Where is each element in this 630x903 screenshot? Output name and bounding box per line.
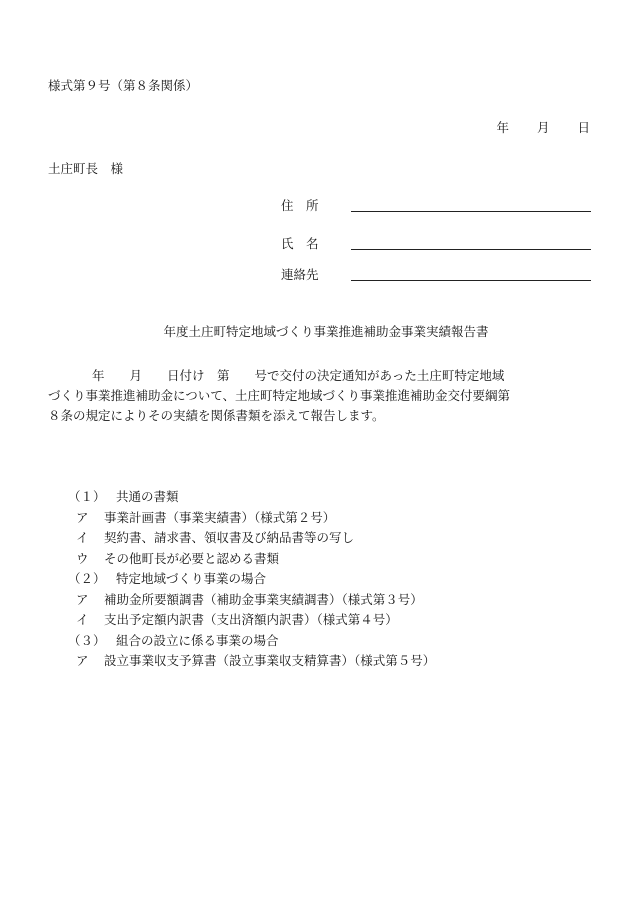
- document-title: 年度土庄町特定地域づくり事業推進補助金事業実績報告書: [163, 324, 489, 339]
- date-field: [496, 122, 590, 135]
- section-label: 特定地域づくり事業の場合: [116, 571, 267, 586]
- attachment-item: [68, 528, 435, 549]
- name-label: 氏 名: [281, 235, 319, 251]
- attachment-item: [68, 610, 435, 631]
- item-label: 設立事業収支予算書（設立事業収支精算書）（様式第５号）: [104, 653, 436, 668]
- item-mark: イ: [76, 612, 89, 627]
- address-label: 住 所: [281, 197, 319, 213]
- item-mark: ウ: [76, 550, 89, 566]
- body-line-1: 年 月 日付け 第 号で交付の決定通知があった土庄町特定地域: [92, 368, 505, 383]
- section-label: 共通の書類: [116, 489, 179, 504]
- form-number: 様式第９号（第８条関係）: [48, 78, 199, 93]
- item-label: 契約書、請求書、領収書及び納品書等の写し: [104, 530, 355, 545]
- attachment-item: [68, 590, 435, 611]
- attachment-item: [68, 549, 435, 570]
- item-mark: ア: [76, 591, 89, 607]
- section-label: 組合の設立に係る事業の場合: [116, 632, 279, 648]
- name-field[interactable]: [351, 237, 591, 250]
- attachment-item: [68, 508, 435, 529]
- address-field[interactable]: [351, 199, 591, 212]
- body-line-2: づくり事業推進補助金について、土庄町特定地域づくり事業推進補助金交付要綱第: [48, 388, 511, 403]
- item-label: 支出予定額内訳書（支出済額内訳書）（様式第４号）: [104, 612, 398, 627]
- contact-field[interactable]: [351, 268, 591, 281]
- date-month-label: 月: [536, 120, 550, 135]
- attachment-item: [68, 651, 435, 672]
- date-year-label: 年: [496, 120, 509, 135]
- applicant-name-row: [281, 237, 591, 250]
- applicant-contact-row: [281, 268, 591, 281]
- attachment-section: [68, 487, 435, 508]
- body-line-3: ８条の規定によりその実績を関係書類を添えて報告します。: [48, 408, 385, 423]
- attachment-section: [68, 569, 435, 590]
- contact-label: 連絡先: [281, 266, 319, 282]
- addressee: 土庄町長 様: [48, 161, 124, 176]
- item-mark: ア: [76, 653, 89, 668]
- section-mark: （３）: [68, 632, 106, 648]
- section-mark: （２）: [68, 571, 106, 586]
- item-mark: イ: [76, 530, 89, 545]
- applicant-address-row: [281, 199, 591, 212]
- attachment-list: [68, 487, 435, 672]
- item-label: 事業計画書（事業実績書）（様式第２号）: [104, 509, 336, 525]
- section-mark: （１）: [68, 489, 106, 504]
- date-day-label: 日: [577, 120, 590, 135]
- item-mark: ア: [76, 509, 89, 525]
- attachment-section: [68, 631, 435, 652]
- item-label: 補助金所要額調書（補助金事業実績調書）（様式第３号）: [104, 591, 423, 607]
- report-body: [48, 366, 592, 426]
- item-label: その他町長が必要と認める書類: [104, 550, 280, 566]
